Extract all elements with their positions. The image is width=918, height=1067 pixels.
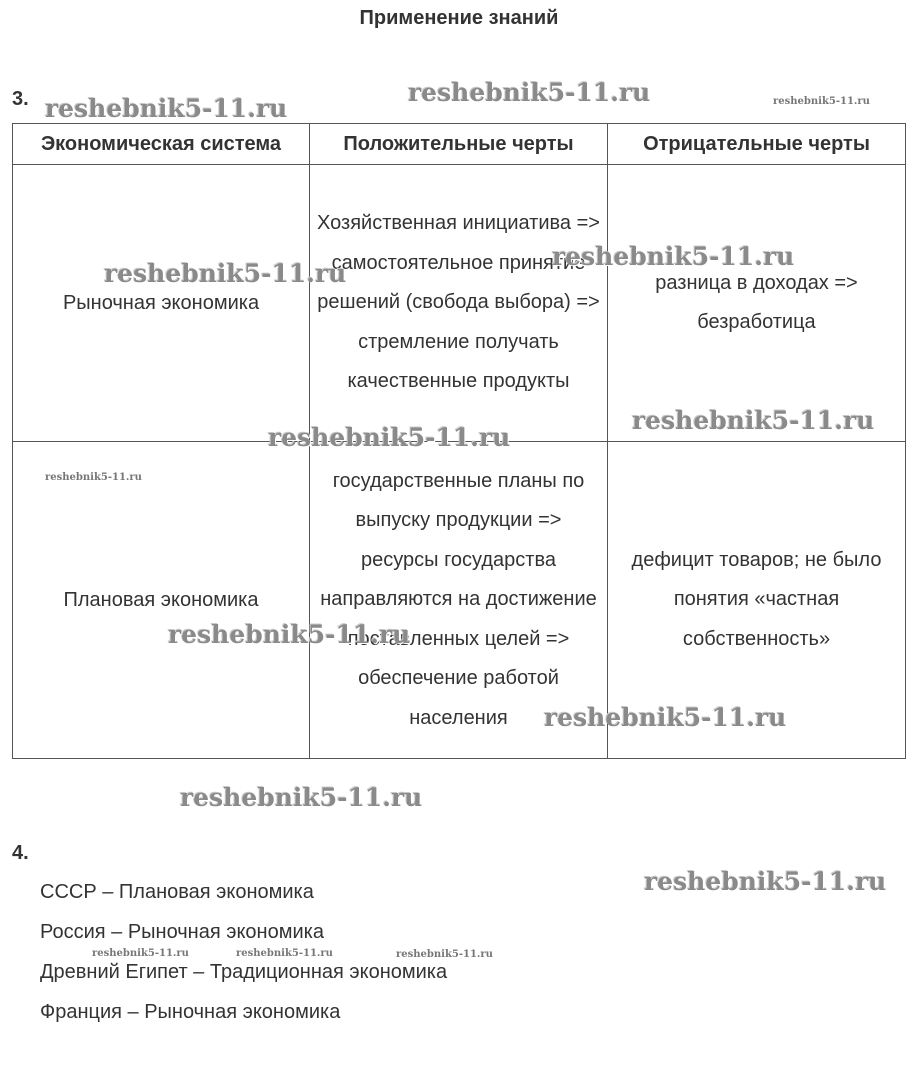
task-4-number: 4. — [12, 842, 29, 864]
header-positive-traits: Положительные черты — [310, 124, 608, 165]
system-cell — [13, 165, 310, 442]
watermark: reshebnik5-11.ru — [544, 703, 787, 732]
watermark: reshebnik5-11.ru — [92, 948, 189, 959]
watermark: reshebnik5-11.ru — [104, 259, 347, 288]
watermark: reshebnik5-11.ru — [268, 423, 511, 452]
watermark: reshebnik5-11.ru — [644, 867, 887, 896]
watermark: reshebnik5-11.ru — [408, 78, 651, 107]
list-item: Древний Египет – Традиционная экономика — [40, 961, 448, 983]
table-row — [13, 442, 906, 759]
watermark: reshebnik5-11.ru — [236, 948, 333, 959]
watermark: reshebnik5-11.ru — [45, 94, 288, 123]
positive-cell — [310, 165, 608, 442]
watermark: reshebnik5-11.ru — [168, 620, 411, 649]
positive-cell — [310, 442, 608, 759]
economic-systems-table — [12, 123, 906, 759]
negative-traits-text: дефицит товаров; не было понятия «частная собственность» — [631, 548, 882, 650]
watermark: reshebnik5-11.ru — [773, 96, 870, 107]
system-cell — [13, 442, 310, 759]
negative-cell — [608, 165, 906, 442]
table-row — [13, 165, 906, 442]
header-economic-system: Экономическая система — [13, 124, 310, 165]
positive-traits-text: государственные планы по выпуску продукции => ресурсы государства направляются на достижение поставленных целей => обеспечение работой населения — [320, 469, 597, 729]
header-negative-traits: Отрицательные черты — [608, 124, 906, 165]
watermark: reshebnik5-11.ru — [180, 783, 423, 812]
list-item: Франция – Рыночная экономика — [40, 1001, 341, 1023]
page-title: Применение знаний — [359, 7, 559, 29]
watermark: reshebnik5-11.ru — [45, 472, 142, 483]
system-name: Плановая экономика — [63, 589, 259, 611]
watermark: reshebnik5-11.ru — [632, 406, 875, 435]
negative-traits-text: разница в доходах => безработица — [655, 271, 858, 333]
watermark: reshebnik5-11.ru — [552, 242, 795, 271]
positive-traits-text: Хозяйственная инициатива => самостоятельное принятие решений (свобода выбора) => стремление получать качественные продукты — [317, 212, 600, 393]
answer-list — [40, 872, 447, 1032]
list-item: Россия – Рыночная экономика — [40, 921, 324, 943]
list-item: СССР – Плановая экономика — [40, 881, 314, 903]
task-3-number: 3. — [12, 88, 29, 110]
watermark: reshebnik5-11.ru — [396, 949, 493, 960]
table-header-row — [13, 124, 906, 165]
system-name: Рыночная экономика — [62, 292, 260, 314]
negative-cell — [608, 442, 906, 759]
